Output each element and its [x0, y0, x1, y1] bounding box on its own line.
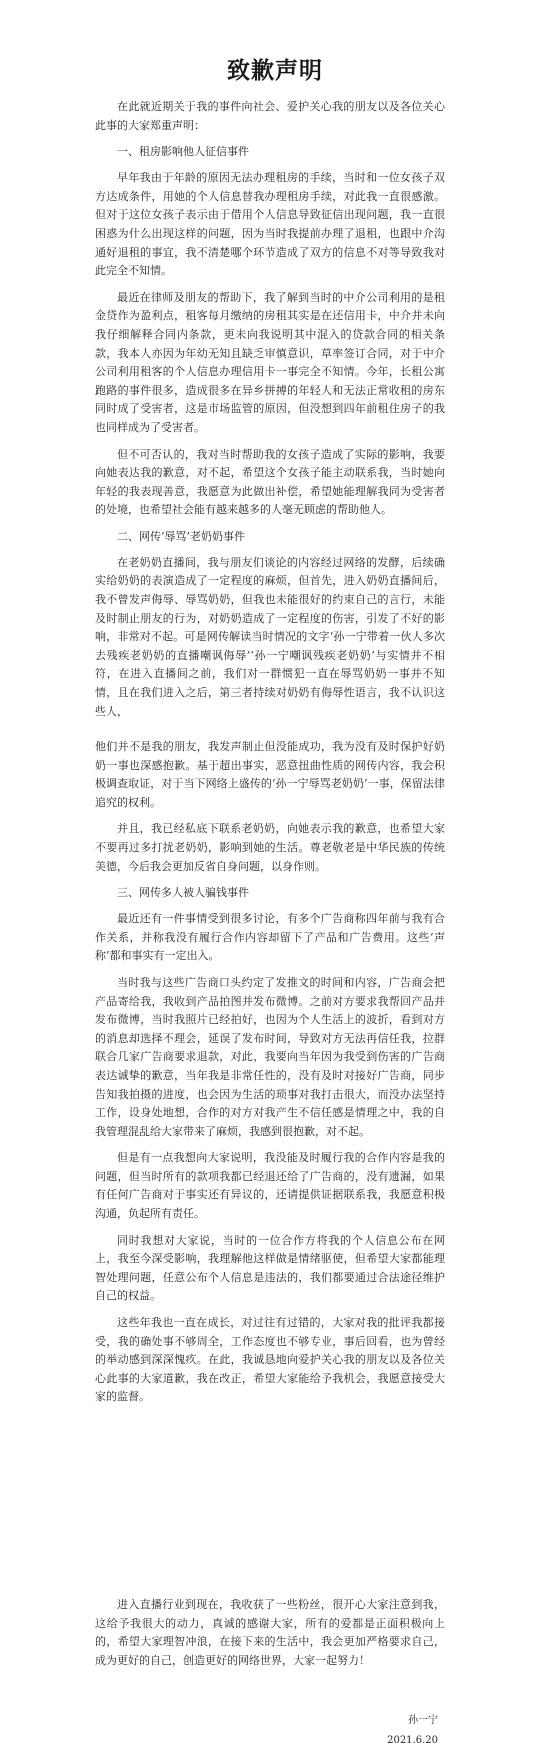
section-2-heading: 二、网传‘辱骂’老奶奶事件: [117, 529, 245, 543]
section-3-paragraph-2: 当时我与这些广告商口头约定了发推文的时间和内容，广告商会把产品寄给我，我收到产品拍图并发布微博。之前对方要求我帮回产品并发布微博，当时我照片已经拍好，也因为个人生活上的波折，看到对方的消息却选择不理会，延误了发布时间，导致对方无法再信任我，拉群联合几家广告商要求退款，对此，我要向当年因为我受到伤害的广告商表达诚挚的歉意，当年我是非常任性的，没有及时对接好广告商，同步告知我拍摄的进度，也会因为生活的琐事对我打击很大，而没办法坚持工作，设身处地想，合作的对方对我产生不信任感是情理之中，我的自我管理混乱给大家带来了麻烦，我感到很抱歉，对不起。: [95, 975, 445, 1138]
section-1-paragraph-3: 但不可否认的，我对当时帮助我的女孩子造成了实际的影响，我要向她表达我的歉意，对不起，希望这个女孩子能主动联系我，当时她向年轻的我表现善意，我愿意为此做出补偿，希望她能理解我同为受害者的处境，也希望社会能有越来越多的人毫无顾虑的帮助他人。: [95, 447, 445, 517]
section-3-paragraph-5: 这些年我也一直在成长，对过往有过错的，大家对我的批评我都接受，我的确处事不够周全，工作态度也不够专业，事后回看，也为曾经的举动感到深深愧疚。在此，我诚恳地向爱护关心我的朋友以及各位关心此事的大家道歉，我在改正，希望大家能给予我机会，我愿意接受大家的监督。: [95, 1316, 445, 1404]
section-2-paragraph-1: 在老奶奶直播间，我与朋友们谈论的内容经过网络的发酵，后续确实给奶奶的表演造成了一定程度的麻烦，但首先，进入奶奶直播间后，我不曾发声侮辱、辱骂奶奶，但我也未能很好的约束自己的言行，未能及时制止朋友的行为，对奶奶造成了一定程度的伤害，引发了不好的影响，非常对不起。可是网传解读当时情况的文字‘孙一宁带着一伙人多次去残疾老奶奶的直播嘲讽侮辱’‘孙一宁嘲讽残疾老奶奶’与实情并不相符，在进入直播间之前，我们对一群惯犯一直在辱骂奶奶一事并不知情，且在我们进入之后，第三者持续对奶奶有侮辱性语言，我不认识这些人，: [95, 555, 445, 718]
section-1-paragraph-2: 最近在律师及朋友的帮助下，我了解到当时的中介公司利用的是租金贷作为盈利点，租客每月缴纳的房租其实是在还信用卡，中介并未向我仔细解释合同内条款，更未向我说明其中混入的贷款合同的相关条款，我本人亦因为年幼无知且缺乏审慎意识，草率签订合同，对于中介公司利用租客的个人信息办理信用卡一事完全不知情。今年，长租公寓跑路的事件很多，造成很多在异乡拼搏的年轻人和无法正常收租的房东同时成了受害者，这是市场监管的原因，但没想到四年前租住房子的我也同样成为了受害者。: [95, 290, 445, 434]
section-3-paragraph-3: 但是有一点我想向大家说明，我没能及时履行我的合作内容是我的问题，但当时所有的款项我都已经退还给了广告商的，没有遗漏，如果有任何广告商对于事实还有异议的，还请提供证据联系我，我愿意积极沟通，负起所有责任。: [95, 1151, 445, 1221]
document-title: 致歉声明: [227, 58, 323, 84]
section-2-paragraph-2: 他们并不是我的朋友，我发声制止但没能成功，我为没有及时保护好奶奶一事也深感抱歉。基于超出事实，恶意扭曲性质的网传内容，我会积极调查取证，对于当下网络上盛传的‘孙一宁辱骂老奶奶’一事，保留法律追究的权利。: [95, 740, 445, 809]
section-3-paragraph-1: 最近还有一件事情受到很多讨论，有多个广告商称四年前与我有合作关系，并称我没有履行合作内容却留下了产品和广告费用。这些‘声称’都和事实有一定出入。: [95, 912, 445, 963]
section-1-paragraph-1: 早年我由于年龄的原因无法办理租房的手续，当时和一位女孩子双方达成条件，用她的个人信息替我办理租房手续，对此我一直很感激。但对于这位女孩子表示由于借用个人信息导致征信出现问题，我一直很困惑为什么出现这样的问题，因为当时我提前办理了退租，也跟中介沟通好退租的事宜，我不清楚哪个环节造成了双方的信息不对等导致我对此完全不知情。: [95, 171, 445, 278]
signature-name: 孙一宁: [408, 1715, 438, 1726]
section-1-heading: 一、租房影响他人征信事件: [117, 145, 249, 159]
intro-paragraph: 在此就近期关于我的事件向社会、爱护关心我的朋友以及各位关心此事的大家郑重声明：: [95, 100, 445, 132]
section-2-paragraph-3: 并且，我已经私底下联系老奶奶，向她表示我的歉意，也希望大家不要再过多打扰老奶奶，影响到她的生活。尊老敬老是中华民族的传统美德，今后我会更加反省自身问题，以身作则。: [95, 822, 445, 873]
middle-text-block: [95, 738, 445, 1415]
upper-text-block: [95, 98, 445, 729]
closing-text-block: [95, 1596, 445, 1678]
section-3-heading: 三、网传多人被人骗钱事件: [117, 886, 249, 900]
section-3-paragraph-4: 同时我想对大家说，当时的一位合作方将我的个人信息公布在网上，我至今深受影响，我理解他这样做是情绪驱使，但希望大家都能理智处理问题，任意公布个人信息是违法的，我们都要通过合法途径维护自己的权益。: [95, 1233, 445, 1303]
closing-paragraph: 进入直播行业到现在，我收获了一些粉丝，很开心大家注意到我，这给予我很大的动力，真诚的感谢大家，所有的爱都是正面积极向上的，希望大家理智冲浪，在接下来的生活中，我会更加严格要求自己，成为更好的自己，创造更好的网络世界，大家一起努力！: [95, 1598, 445, 1667]
signature-date: 2021.6.20: [387, 1735, 438, 1746]
